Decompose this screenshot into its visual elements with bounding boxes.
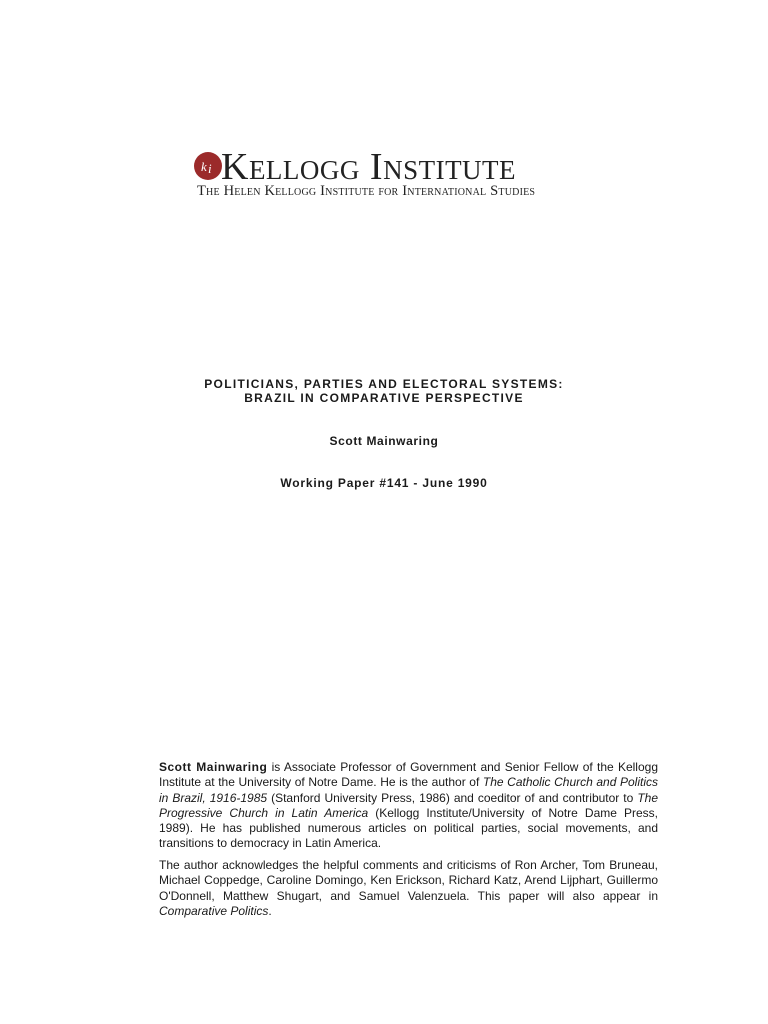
author-bio-paragraph	[159, 760, 658, 852]
bio-text-3: (Kellogg Institute/University of Notre Dame Press, 1989). He has published numerous articles on political parties, social movements, and transitions to democracy in Latin America.	[159, 805, 658, 851]
letterhead	[193, 147, 583, 203]
acknowledgment-paragraph	[159, 858, 658, 919]
ack-text-1: The author acknowledges the helpful comments and criticisms of Ron Archer, Tom Bruneau, Michael Coppedge, Caroline Domingo, Ken Erickson, Richard Katz, Arend Lijphart, Guillermo O'Donnell, Matthew Shugart, and Samuel Valenzuela. This paper will also appear in	[159, 858, 658, 903]
bio-book-1: The Catholic Church and Politics in Brazil, 1916-1985	[159, 775, 658, 805]
bio-book-2: The Progressive Church in Latin America	[159, 790, 658, 820]
ack-text-2: .	[268, 903, 272, 918]
ack-journal: Comparative Politics	[159, 903, 269, 918]
bio-author-name: Scott Mainwaring	[159, 760, 268, 774]
institute-subtitle: The Helen Kellogg Institute for International Studies	[197, 183, 536, 199]
bio-text-1: is Associate Professor of Government and Senior Fellow of the Kellogg Institute at the University of Notre Dame. He is the author of	[159, 760, 658, 790]
institute-name: Kellogg Institute	[221, 146, 517, 188]
kellogg-logo-icon	[193, 151, 223, 181]
svg-text:k: k	[201, 159, 207, 174]
paper-title-line-1: POLITICIANS, PARTIES AND ELECTORAL SYSTEMS:	[204, 377, 564, 391]
svg-text:i: i	[208, 161, 212, 176]
author-name: Scott Mainwaring	[329, 434, 439, 448]
working-paper-line: Working Paper #141 - June 1990	[280, 476, 488, 490]
bio-text-2: (Stanford University Press, 1986) and coeditor of and contributor to	[267, 790, 638, 805]
paper-title-line-2: BRAZIL IN COMPARATIVE PERSPECTIVE	[244, 391, 524, 405]
